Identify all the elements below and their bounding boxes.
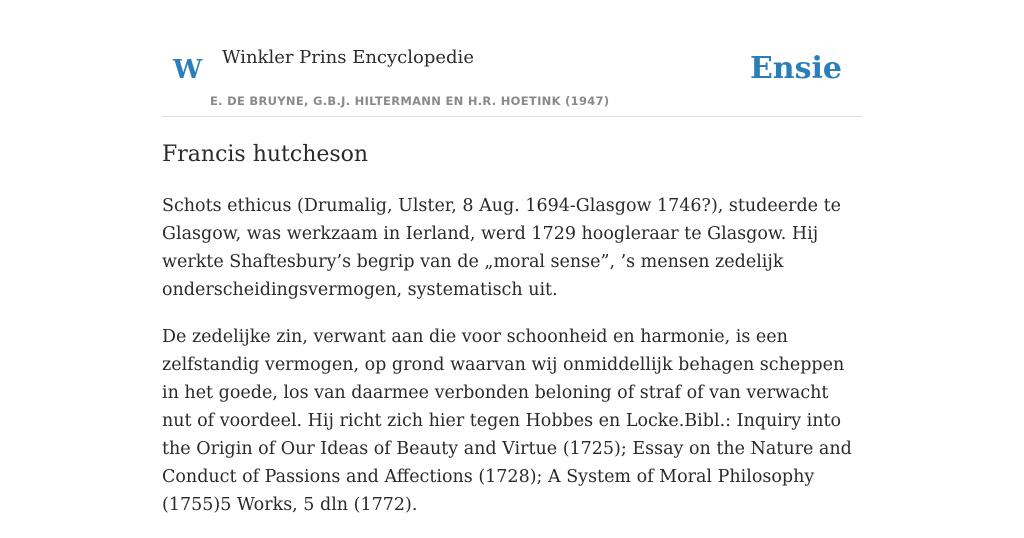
article-paragraph: Schots ethicus (Drumalig, Ulster, 8 Aug. 1694-Glasgow 1746?), studeerde te Glasgow, was werkzaam in Ierland, werd 1729 hoogleraar te Glasgow. Hij werkte Shaftesbury’s begrip van de „moral sense”, ’s mensen zedelijk onderscheidingsvermogen, systematisch uit.: [162, 196, 841, 300]
ensie-logo[interactable]: Ensie: [749, 51, 842, 86]
article-paragraph: De zedelijke zin, verwant aan die voor schoonheid en harmonie, is een zelfstandig vermogen, op grond waarvan wij onmiddellijk behagen scheppen in het goede, los van daarmee verbonden beloning of straf of van verwacht nut of voordeel. Hij richt zich hier tegen Hobbes en Locke.Bibl.: Inquiry into the Origin of Our Ideas of Beauty and Virtue (1725); Essay on the Nature and Conduct of Passions and Affections (1728); A System of Moral Philosophy (1755)5 Works, 5 dln (1772).: [162, 327, 852, 515]
winkler-prins-logo[interactable]: W: [173, 55, 203, 85]
source-title[interactable]: Winkler Prins Encyclopedie: [222, 47, 474, 68]
article-title: Francis hutcheson: [162, 142, 369, 167]
source-header: [162, 0, 862, 117]
source-authors: E. DE BRUYNE, G.B.J. HILTERMANN EN H.R. HOETINK (1947): [210, 94, 610, 108]
ensie-page: [162, 0, 862, 515]
article-body: [162, 192, 862, 538]
